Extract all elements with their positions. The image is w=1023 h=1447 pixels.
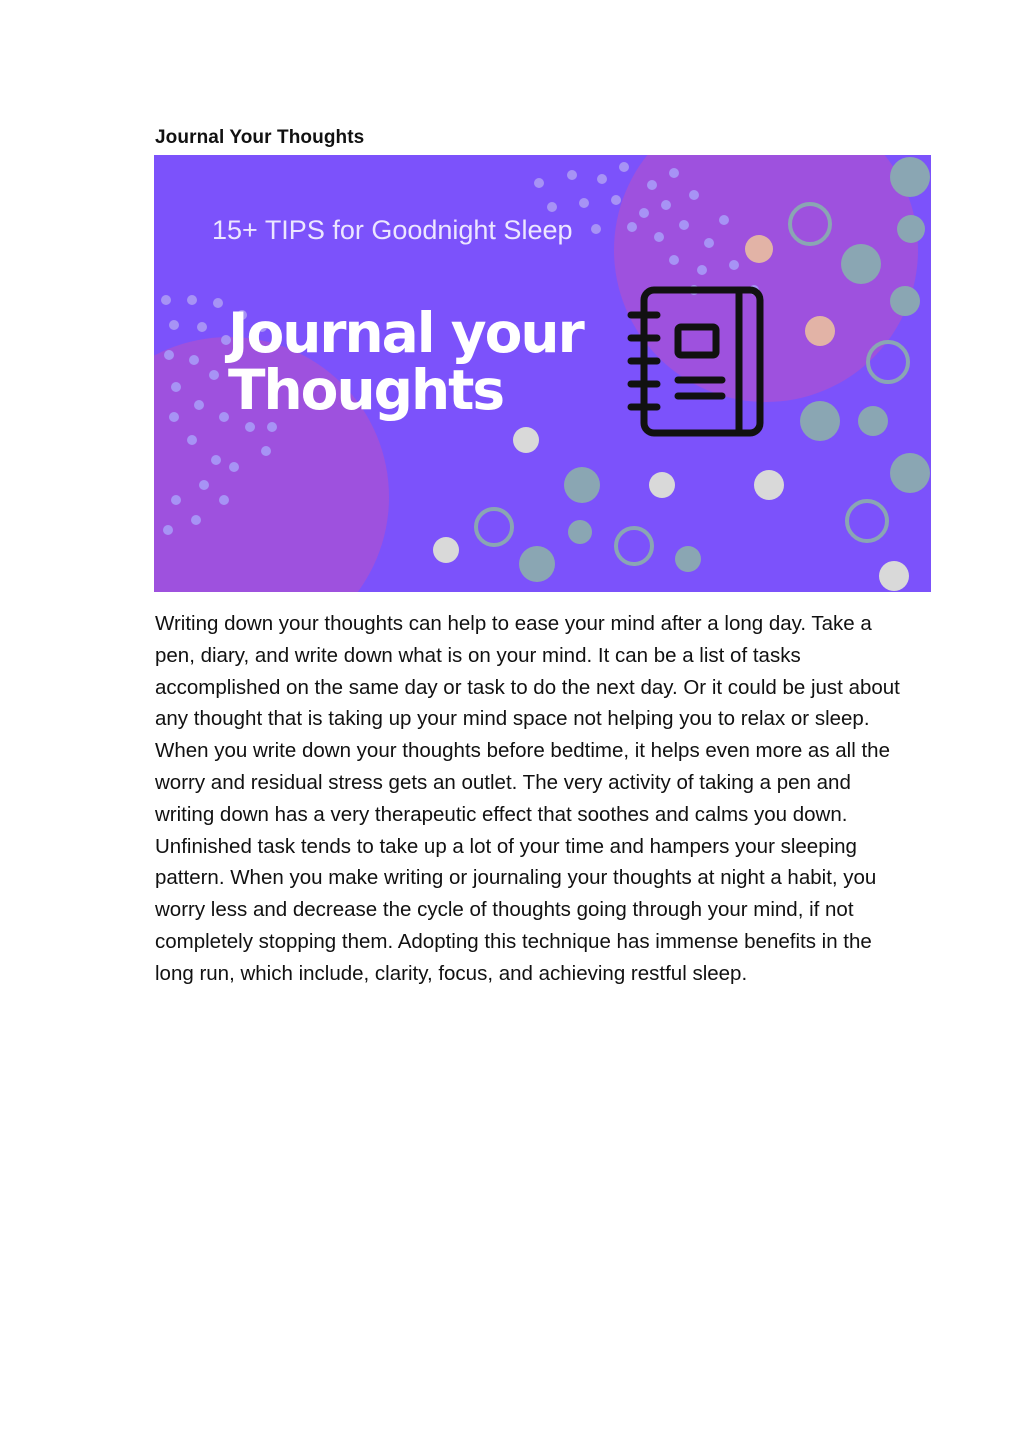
- body-paragraph: Writing down your thoughts can help to ease your mind after a long day. Take a pen, diary, and write down what is on your mind. It can be a list of tasks accomplished on the same day or task to do the next day. Or it could be just about any thought that is taking up your mind space not helping you to relax or sleep. When you write down your thoughts before bedtime, it helps even more as all the worry and residual stress gets an outlet. The very activity of taking a pen and writing down has a very therapeutic effect that soothes and calms you down. Unfinished task tends to take up a lot of your time and hampers your sleeping pattern. When you make writing or journaling your thoughts at night a habit, you worry less and decrease the cycle of thoughts going through your mind, if not completely stopping them. Adopting this technique has immense benefits in the long run, which include, clarity, focus, and achieving restful sleep.: [155, 612, 900, 985]
- banner-image: [154, 155, 931, 592]
- banner-title: Journal your Thoughts: [228, 301, 583, 422]
- page-title: Journal Your Thoughts: [155, 127, 365, 148]
- banner-tagline: 15+ TIPS for Goodnight Sleep: [212, 215, 573, 245]
